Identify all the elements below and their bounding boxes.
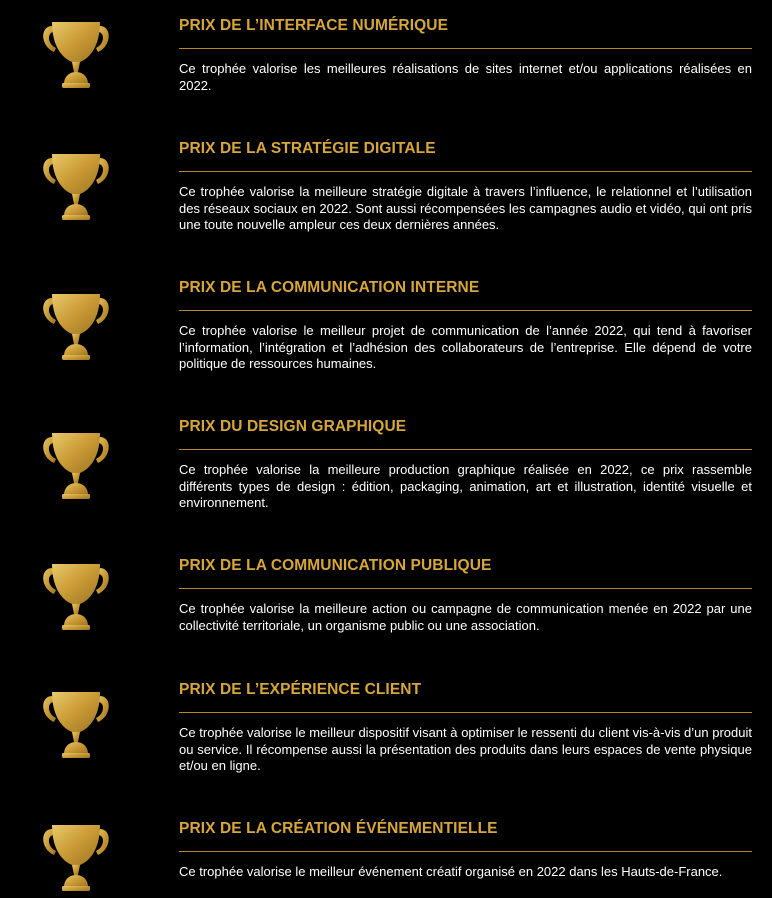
award-title: PRIX DE LA CRÉATION ÉVÉNEMENTIELLE xyxy=(179,820,498,837)
divider xyxy=(179,449,752,450)
award-content xyxy=(179,680,752,775)
award-title: PRIX DE L’INTERFACE NUMÉRIQUE xyxy=(179,17,449,34)
award-title: PRIX DE LA STRATÉGIE DIGITALE xyxy=(179,140,436,157)
divider xyxy=(179,712,752,713)
award-description: Ce trophée valorise la meilleure stratégie digitale à travers l’influence, le relationnel et l’utilisation des réseaux sociaux en 2022. Sont aussi récompensées les campagnes audio et vidéo, qui ont pris une toute nouvelle ampleur ces deux dernières années. xyxy=(179,184,752,232)
trophy-icon xyxy=(38,819,114,893)
award-description: Ce trophée valorise les meilleures réalisations de sites internet et/ou applications réalisées en 2022. xyxy=(179,61,752,93)
trophy-icon xyxy=(38,148,114,222)
divider xyxy=(179,310,752,311)
award-description: Ce trophée valorise la meilleure production graphique réalisée en 2022, ce prix rassemble différents types de design : édition, packaging, animation, art et illustration, identité visuelle et environnement. xyxy=(179,462,752,510)
trophy-icon xyxy=(38,427,114,501)
award-content xyxy=(179,139,752,234)
award-content xyxy=(179,556,752,634)
award-content xyxy=(179,819,752,881)
trophy-icon xyxy=(38,288,114,362)
trophy-icon xyxy=(38,16,114,90)
divider xyxy=(179,588,752,589)
award-title: PRIX DU DESIGN GRAPHIQUE xyxy=(179,418,407,435)
award-description: Ce trophée valorise le meilleur dispositif visant à optimiser le ressenti du client vis-à-vis d’un produit ou service. Il récompense aussi la présentation des produits dans leurs espaces de vente physique et/ou en ligne. xyxy=(179,725,752,773)
award-description: Ce trophée valorise la meilleure action ou campagne de communication menée en 2022 par une collectivité territoriale, un organisme public ou une association. xyxy=(179,601,752,633)
award-content xyxy=(179,417,752,512)
trophy-icon xyxy=(38,686,114,760)
award-title: PRIX DE L’EXPÉRIENCE CLIENT xyxy=(179,681,422,698)
award-description: Ce trophée valorise le meilleur événement créatif organisé en 2022 dans les Hauts-de-France. xyxy=(179,864,723,879)
trophy-icon xyxy=(38,558,114,632)
divider xyxy=(179,48,752,49)
divider xyxy=(179,851,752,852)
award-title: PRIX DE LA COMMUNICATION INTERNE xyxy=(179,279,480,296)
award-title: PRIX DE LA COMMUNICATION PUBLIQUE xyxy=(179,557,492,574)
award-content xyxy=(179,278,752,373)
divider xyxy=(179,171,752,172)
award-content xyxy=(179,16,752,94)
award-description: Ce trophée valorise le meilleur projet de communication de l’année 2022, qui tend à favoriser l’information, l’intégration et l’adhésion des collaborateurs de l’entreprise. Elle dépend de votre politique de ressources humaines. xyxy=(179,323,752,371)
